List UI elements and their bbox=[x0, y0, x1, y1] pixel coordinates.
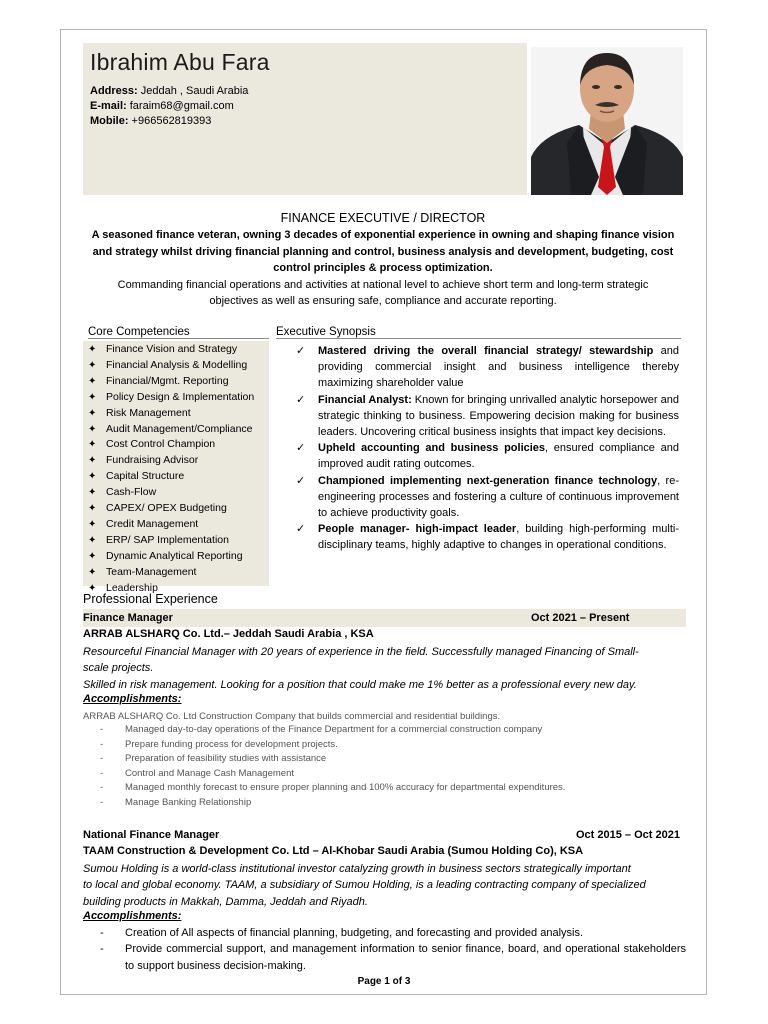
accomplishment-text: Preparation of feasibility studies with assistance bbox=[125, 753, 327, 765]
competency-label: ERP/ SAP Implementation bbox=[106, 533, 229, 546]
checkmark-icon: ✓ bbox=[296, 393, 306, 406]
accomplishments-list bbox=[100, 925, 686, 974]
checkmark-icon: ✓ bbox=[296, 474, 306, 487]
star-bullet-icon: ✦ bbox=[88, 503, 97, 515]
job-headline: FINANCE EXECUTIVE / DIRECTOR bbox=[280, 211, 486, 225]
profile-photo bbox=[531, 47, 683, 195]
core-competencies-list bbox=[88, 342, 254, 597]
synopsis-item bbox=[296, 521, 679, 553]
star-bullet-icon: ✦ bbox=[88, 566, 97, 578]
accomplishment-text: Manage Banking Relationship bbox=[125, 796, 252, 808]
page-number: Page 1 of 3 bbox=[357, 976, 411, 987]
accomplishments-list bbox=[100, 723, 565, 811]
job-description bbox=[83, 861, 686, 910]
competency-label: Cash-Flow bbox=[106, 486, 157, 499]
star-bullet-icon: ✦ bbox=[88, 550, 97, 562]
star-bullet-icon: ✦ bbox=[88, 582, 97, 594]
dash-bullet: - bbox=[100, 796, 104, 808]
competency-item bbox=[88, 342, 254, 358]
mobile-label: Mobile: bbox=[90, 115, 129, 127]
competency-label: Leadership bbox=[106, 581, 158, 594]
star-bullet-icon: ✦ bbox=[88, 359, 97, 371]
dash-bullet: - bbox=[100, 927, 104, 939]
synopsis-text: , ensured compliance and improved audit rating outcomes. bbox=[318, 442, 679, 471]
star-bullet-icon: ✦ bbox=[88, 344, 97, 355]
accomplishment-item bbox=[100, 767, 565, 782]
summary-bold-line: control principles & process optimization. bbox=[273, 262, 493, 274]
synopsis-text: and providing commercial insight and business intelligence thereby maximizing shareholder value bbox=[318, 345, 679, 390]
dash-bullet: - bbox=[100, 753, 104, 765]
competency-label: Team-Management bbox=[106, 565, 197, 578]
synopsis-item bbox=[296, 343, 679, 392]
accomplishment-item bbox=[100, 738, 565, 753]
accomplishment-item bbox=[100, 723, 565, 738]
mobile-value: +966562819393 bbox=[128, 115, 212, 127]
executive-synopsis-heading bbox=[276, 326, 681, 339]
company-name: TAAM Construction & Development Co. Ltd – Al-Khobar Saudi Arabia (Sumou Holding Co), KSA bbox=[83, 845, 584, 857]
star-bullet-icon: ✦ bbox=[88, 391, 97, 403]
checkmark-icon: ✓ bbox=[296, 523, 306, 536]
synopsis-text: , re-engineering processes and fostering a culture of continuous improvement to achieve productivity goals. bbox=[318, 474, 679, 520]
competency-label: Audit Management/Compliance bbox=[106, 422, 253, 435]
summary-bold-line: and strategy whilst driving financial planning and control, business analysis and development, budgeting, cost bbox=[92, 245, 674, 258]
accomplishment-text: Control and Manage Cash Management bbox=[125, 767, 294, 779]
job-description bbox=[83, 644, 686, 693]
address-label: Address: bbox=[90, 85, 138, 97]
dash-bullet: - bbox=[100, 943, 104, 956]
summary-line: Commanding financial operations and activities at national level to achieve short term and long-term strategic bbox=[117, 278, 649, 291]
job-description-line: to local and global economy. TAAM, a subsidiary of Sumou Holding, is a leading contracting company of specialized bbox=[83, 879, 646, 892]
accomplishment-text: Creation of All aspects of financial planning, budgeting, and forecasting and provided analysis. bbox=[125, 927, 584, 939]
executive-synopsis-title: Executive Synopsis bbox=[276, 326, 376, 338]
competency-item bbox=[88, 406, 254, 422]
competency-item bbox=[88, 422, 254, 438]
competency-item bbox=[88, 453, 254, 469]
competency-item bbox=[88, 485, 254, 501]
star-bullet-icon: ✦ bbox=[88, 455, 97, 467]
competency-label: Cost Control Champion bbox=[106, 438, 216, 451]
competency-item bbox=[88, 437, 254, 453]
competency-label: Financial Analysis & Modelling bbox=[106, 358, 248, 371]
competency-item bbox=[88, 565, 254, 581]
competency-item bbox=[88, 358, 254, 374]
synopsis-highlight: Financial Analyst: bbox=[318, 393, 412, 406]
synopsis-item bbox=[296, 440, 679, 472]
candidate-name: Ibrahim Abu Fara bbox=[90, 49, 270, 75]
mobile-line bbox=[90, 114, 211, 129]
job-title: Finance Manager bbox=[83, 612, 173, 624]
star-bullet-icon: ✦ bbox=[88, 487, 97, 499]
address-value: Jeddah , Saudi Arabia bbox=[137, 85, 249, 97]
competency-label: Dynamic Analytical Reporting bbox=[106, 549, 243, 562]
dash-bullet: - bbox=[100, 782, 104, 794]
dash-bullet: - bbox=[100, 738, 104, 750]
competency-item bbox=[88, 517, 254, 533]
competency-label: Financial/Mgmt. Reporting bbox=[106, 374, 229, 387]
competency-label: Risk Management bbox=[106, 406, 191, 419]
competency-label: Capital Structure bbox=[106, 470, 185, 483]
accomplishment-text: Managed day-to-day operations of the Finance Department for a commercial construction company bbox=[125, 724, 543, 735]
email-line bbox=[90, 99, 234, 114]
accomplishment-item bbox=[100, 781, 565, 796]
competency-item bbox=[88, 469, 254, 485]
synopsis-highlight: People manager- high-impact leader bbox=[318, 523, 517, 536]
job-description-line: Skilled in risk management. Looking for a position that could make me 1% better as a professional every new day. bbox=[83, 678, 637, 691]
star-bullet-icon: ✦ bbox=[88, 534, 97, 546]
synopsis-highlight: Upheld accounting and business policies bbox=[318, 442, 546, 455]
accomplishment-item bbox=[100, 752, 565, 767]
synopsis-highlight: Mastered driving the overall financial strategy/ stewardship bbox=[318, 345, 654, 357]
accomplishment-text: Prepare funding process for development projects. bbox=[125, 738, 338, 750]
job-description-line: building products in Makkah, Damma, Jeddah and Riyadh. bbox=[83, 895, 368, 908]
dash-bullet: - bbox=[100, 767, 104, 779]
star-bullet-icon: ✦ bbox=[88, 375, 97, 387]
accomplishment-item bbox=[100, 925, 686, 941]
dash-bullet: - bbox=[100, 724, 104, 735]
competency-item bbox=[88, 390, 254, 406]
summary-bold-line: A seasoned finance veteran, owning 3 decades of exponential experience in owning and shaping finance vision bbox=[91, 229, 675, 241]
job-description-line: Resourceful Financial Manager with 20 years of experience in the field. Successfully managed Financing of Small- bbox=[83, 646, 639, 658]
synopsis-text: , building high-performing multi-disciplinary teams, highly adaptive to changes in operational conditions. bbox=[318, 523, 679, 552]
professional-experience-heading: Professional Experience bbox=[83, 592, 218, 606]
checkmark-icon: ✓ bbox=[296, 345, 306, 357]
star-bullet-icon: ✦ bbox=[88, 423, 97, 435]
competency-label: CAPEX/ OPEX Budgeting bbox=[106, 502, 227, 515]
competency-label: Fundraising Advisor bbox=[106, 454, 199, 467]
company-note: ARRAB ALSHARQ Co. Ltd Construction Company that builds commercial and residential buildings. bbox=[83, 711, 501, 722]
portrait-illustration bbox=[531, 47, 683, 195]
address-line bbox=[90, 84, 248, 99]
synopsis-highlight: Championed implementing next-generation finance technology bbox=[318, 474, 658, 487]
summary-line: objectives as well as ensuring safe, compliance and accurate reporting. bbox=[209, 295, 557, 307]
competency-label: Finance Vision and Strategy bbox=[106, 343, 238, 355]
email-value: faraim68@gmail.com bbox=[126, 100, 234, 112]
accomplishment-item bbox=[100, 941, 686, 974]
executive-synopsis-list bbox=[296, 343, 679, 554]
job-dates: Oct 2021 – Present bbox=[531, 612, 630, 624]
competency-item bbox=[88, 374, 254, 390]
star-bullet-icon: ✦ bbox=[88, 471, 97, 483]
job-description-line: scale projects. bbox=[83, 662, 154, 675]
core-competencies-title: Core Competencies bbox=[88, 326, 190, 338]
star-bullet-icon: ✦ bbox=[88, 518, 97, 530]
job-title: National Finance Manager bbox=[83, 829, 220, 841]
synopsis-item bbox=[296, 392, 679, 441]
accomplishment-text: Provide commercial support, and management information to senior finance, board, and operational stakeholders to support business decision-making. bbox=[125, 943, 686, 972]
job-dates: Oct 2015 – Oct 2021 bbox=[576, 829, 680, 841]
accomplishments-label: Accomplishments: bbox=[83, 693, 182, 705]
competency-item bbox=[88, 549, 254, 565]
company-name: ARRAB ALSHARQ Co. Ltd.– Jeddah Saudi Arabia , KSA bbox=[83, 628, 374, 640]
accomplishment-text: Managed monthly forecast to ensure proper planning and 100% accuracy for departmental expenditures. bbox=[125, 782, 566, 794]
competency-item bbox=[88, 533, 254, 549]
competency-item bbox=[88, 501, 254, 517]
competency-label: Credit Management bbox=[106, 517, 199, 530]
accomplishment-item bbox=[100, 796, 565, 811]
accomplishments-label: Accomplishments: bbox=[83, 910, 182, 922]
synopsis-text: Known for bringing unrivalled analytic horsepower and strategic thinking to business. Empowering decision making for business leaders. Uncovering critical business insights that impact key decisions. bbox=[318, 393, 679, 439]
professional-summary bbox=[83, 227, 683, 310]
checkmark-icon: ✓ bbox=[296, 442, 306, 455]
core-competencies-heading bbox=[88, 326, 269, 339]
star-bullet-icon: ✦ bbox=[88, 439, 97, 451]
competency-label: Policy Design & Implementation bbox=[106, 390, 255, 403]
job-description-line: Sumou Holding is a world-class institutional investor catalyzing growth in business sectors strategically important bbox=[83, 863, 631, 875]
email-label: E-mail: bbox=[90, 100, 127, 112]
star-bullet-icon: ✦ bbox=[88, 407, 97, 419]
synopsis-item bbox=[296, 473, 679, 522]
